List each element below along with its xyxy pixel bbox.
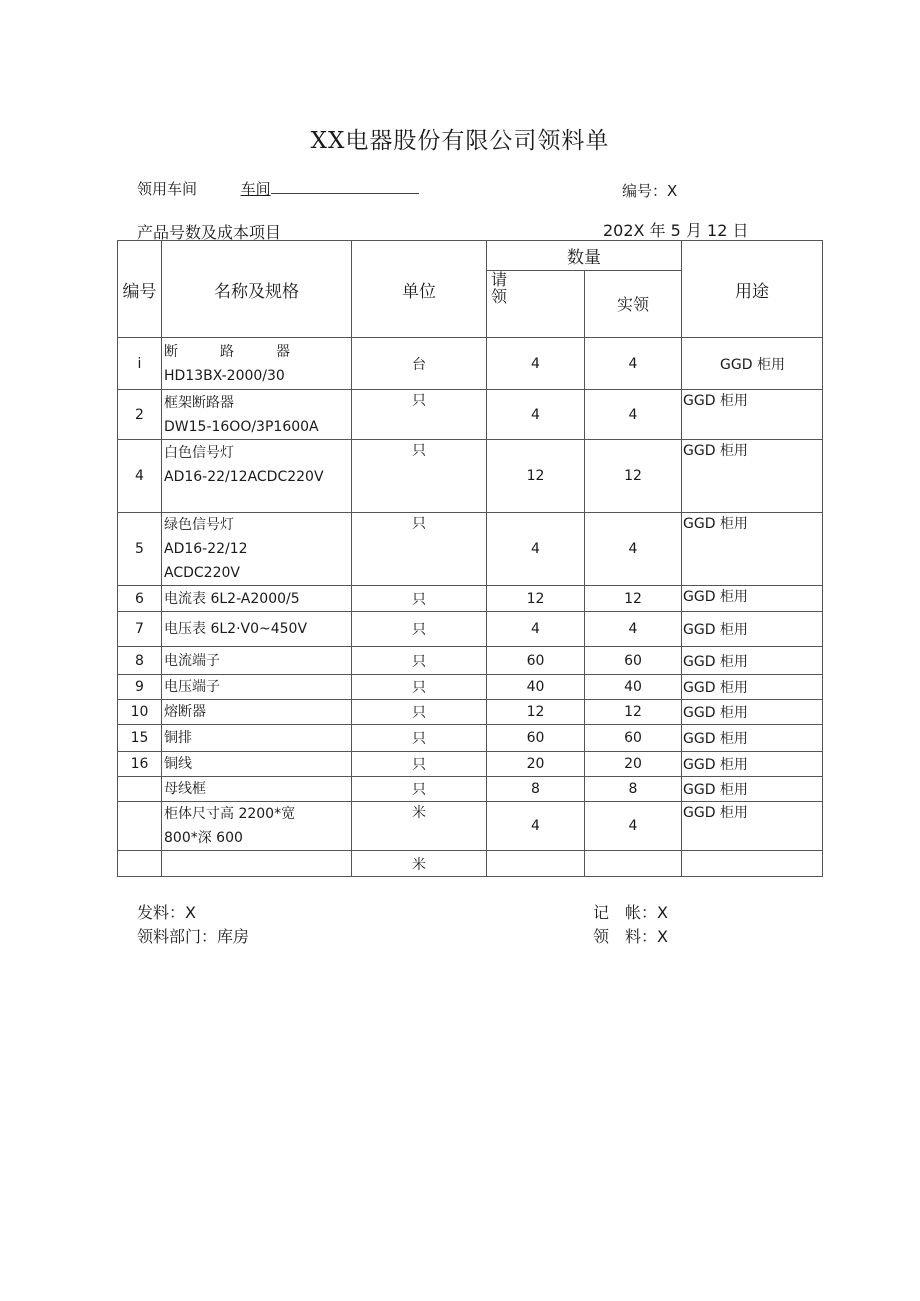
row-qty-req: 4 [487, 390, 585, 440]
workshop-label: 领用车间 [137, 180, 198, 198]
row-no: 2 [118, 390, 162, 440]
table-row [118, 586, 823, 612]
table-row [118, 612, 823, 647]
row-qty-req: 12 [487, 440, 585, 513]
issuer-value: X [185, 903, 196, 922]
col-header-no: 编号 [118, 241, 162, 338]
row-no: 16 [118, 752, 162, 777]
row-use: GGD 柜用 [682, 647, 823, 675]
row-name: 柜体尺寸高 2200*宽 800*深 600 [162, 802, 352, 851]
row-no: 7 [118, 612, 162, 647]
row-unit: 只 [352, 440, 487, 513]
col-header-qty-act: 实领 [585, 271, 682, 338]
receiver-value: X [657, 927, 668, 946]
row-qty-act: 8 [585, 777, 682, 802]
row-name: 电流表 6L2-A2000/5 [162, 586, 352, 612]
row-use: GGD 柜用 [682, 513, 823, 586]
row-qty-req: 12 [487, 700, 585, 725]
table-row [118, 338, 823, 390]
row-use: GGD 柜用 [682, 338, 823, 390]
row-qty-act: 4 [585, 338, 682, 390]
row-qty-act: 4 [585, 612, 682, 647]
row-name: 铜线 [162, 752, 352, 777]
bookkeeping-value: X [657, 903, 668, 922]
row-qty-req: 20 [487, 752, 585, 777]
table-row [118, 513, 823, 586]
number-field [622, 180, 677, 201]
table-row [118, 851, 823, 877]
table-row [118, 725, 823, 752]
receiver-field [593, 924, 668, 947]
row-name: 电流端子 [162, 647, 352, 675]
row-qty-act: 40 [585, 675, 682, 700]
table-row [118, 777, 823, 802]
row-name: 电压端子 [162, 675, 352, 700]
bookkeeping-field [593, 900, 668, 923]
issuer-label: 发料： [137, 903, 186, 922]
row-name: 母线框 [162, 777, 352, 802]
receiving-dept-label: 领料部门： [137, 927, 218, 946]
row-use: GGD 柜用 [682, 752, 823, 777]
row-no: 8 [118, 647, 162, 675]
row-no: 9 [118, 675, 162, 700]
row-qty-act: 12 [585, 586, 682, 612]
row-qty-act: 4 [585, 513, 682, 586]
col-header-name: 名称及规格 [162, 241, 352, 338]
material-requisition-table [117, 240, 823, 877]
row-qty-req: 12 [487, 586, 585, 612]
issuer-field [137, 900, 196, 923]
row-qty-act: 60 [585, 725, 682, 752]
row-qty-req: 8 [487, 777, 585, 802]
row-unit: 米 [352, 802, 487, 851]
row-use: GGD 柜用 [682, 675, 823, 700]
workshop-value: 车间 [240, 180, 271, 198]
bookkeeping-label: 记 帐： [593, 903, 658, 922]
col-header-unit: 单位 [352, 241, 487, 338]
table-row [118, 700, 823, 725]
row-name: 白色信号灯 AD16-22/12ACDC220V [162, 440, 352, 513]
row-unit: 台 [352, 338, 487, 390]
workshop-field [137, 178, 419, 199]
table-row [118, 440, 823, 513]
row-unit: 只 [352, 513, 487, 586]
page-title: XX电器股份有限公司领料单 [310, 128, 610, 154]
receiving-dept-field [137, 924, 249, 947]
row-qty-act: 4 [585, 802, 682, 851]
row-no: 5 [118, 513, 162, 586]
row-qty-req: 60 [487, 647, 585, 675]
row-qty-req: 4 [487, 612, 585, 647]
number-label: 编号： [622, 182, 668, 200]
row-use: GGD 柜用 [682, 725, 823, 752]
number-value: X [667, 182, 678, 200]
row-qty-act: 60 [585, 647, 682, 675]
row-use: GGD 柜用 [682, 777, 823, 802]
table-row [118, 752, 823, 777]
col-header-use: 用途 [682, 241, 823, 338]
row-name: 电压表 6L2·V0~450V [162, 612, 352, 647]
form-date: 202X 年 5 月 12 日 [603, 221, 749, 240]
table-row [118, 802, 823, 851]
row-name: 铜排 [162, 725, 352, 752]
col-header-qty-req: 请领 [487, 271, 585, 338]
row-use: GGD 柜用 [682, 390, 823, 440]
row-use [682, 851, 823, 877]
row-unit: 只 [352, 586, 487, 612]
row-qty-req: 4 [487, 802, 585, 851]
receiving-dept-value: 库房 [217, 927, 250, 946]
row-name [162, 851, 352, 877]
row-use: GGD 柜用 [682, 440, 823, 513]
row-no: 15 [118, 725, 162, 752]
cost-item-label: 产品号数及成本项目 [137, 223, 282, 242]
row-qty-act: 12 [585, 700, 682, 725]
row-unit: 只 [352, 777, 487, 802]
table-row [118, 675, 823, 700]
row-name: 框架断路器 DW15-16OO/3P1600A [162, 390, 352, 440]
row-name: 熔断器 [162, 700, 352, 725]
table-row [118, 390, 823, 440]
row-unit: 只 [352, 390, 487, 440]
row-unit: 只 [352, 612, 487, 647]
row-qty-req: 60 [487, 725, 585, 752]
row-qty-req [487, 851, 585, 877]
row-no: 4 [118, 440, 162, 513]
row-qty-act: 12 [585, 440, 682, 513]
row-name: 绿色信号灯 AD16-22/12 ACDC220V [162, 513, 352, 586]
col-header-qty: 数量 [487, 241, 682, 271]
row-qty-req: 4 [487, 338, 585, 390]
row-no: 10 [118, 700, 162, 725]
row-no: i [118, 338, 162, 390]
row-use: GGD 柜用 [682, 612, 823, 647]
row-unit: 只 [352, 752, 487, 777]
row-use: GGD 柜用 [682, 802, 823, 851]
row-no [118, 777, 162, 802]
row-qty-req: 40 [487, 675, 585, 700]
row-qty-act: 4 [585, 390, 682, 440]
row-no [118, 851, 162, 877]
row-use: GGD 柜用 [682, 700, 823, 725]
row-qty-req: 4 [487, 513, 585, 586]
row-unit: 只 [352, 647, 487, 675]
row-no [118, 802, 162, 851]
row-unit: 只 [352, 725, 487, 752]
row-name: 断 路 器 HD13BX-2000/30 [162, 338, 352, 390]
workshop-blank-line [271, 179, 419, 194]
table-row [118, 647, 823, 675]
row-unit: 米 [352, 851, 487, 877]
row-qty-act [585, 851, 682, 877]
row-unit: 只 [352, 700, 487, 725]
row-use: GGD 柜用 [682, 586, 823, 612]
row-unit: 只 [352, 675, 487, 700]
row-no: 6 [118, 586, 162, 612]
receiver-label: 领 料： [593, 927, 658, 946]
row-qty-act: 20 [585, 752, 682, 777]
